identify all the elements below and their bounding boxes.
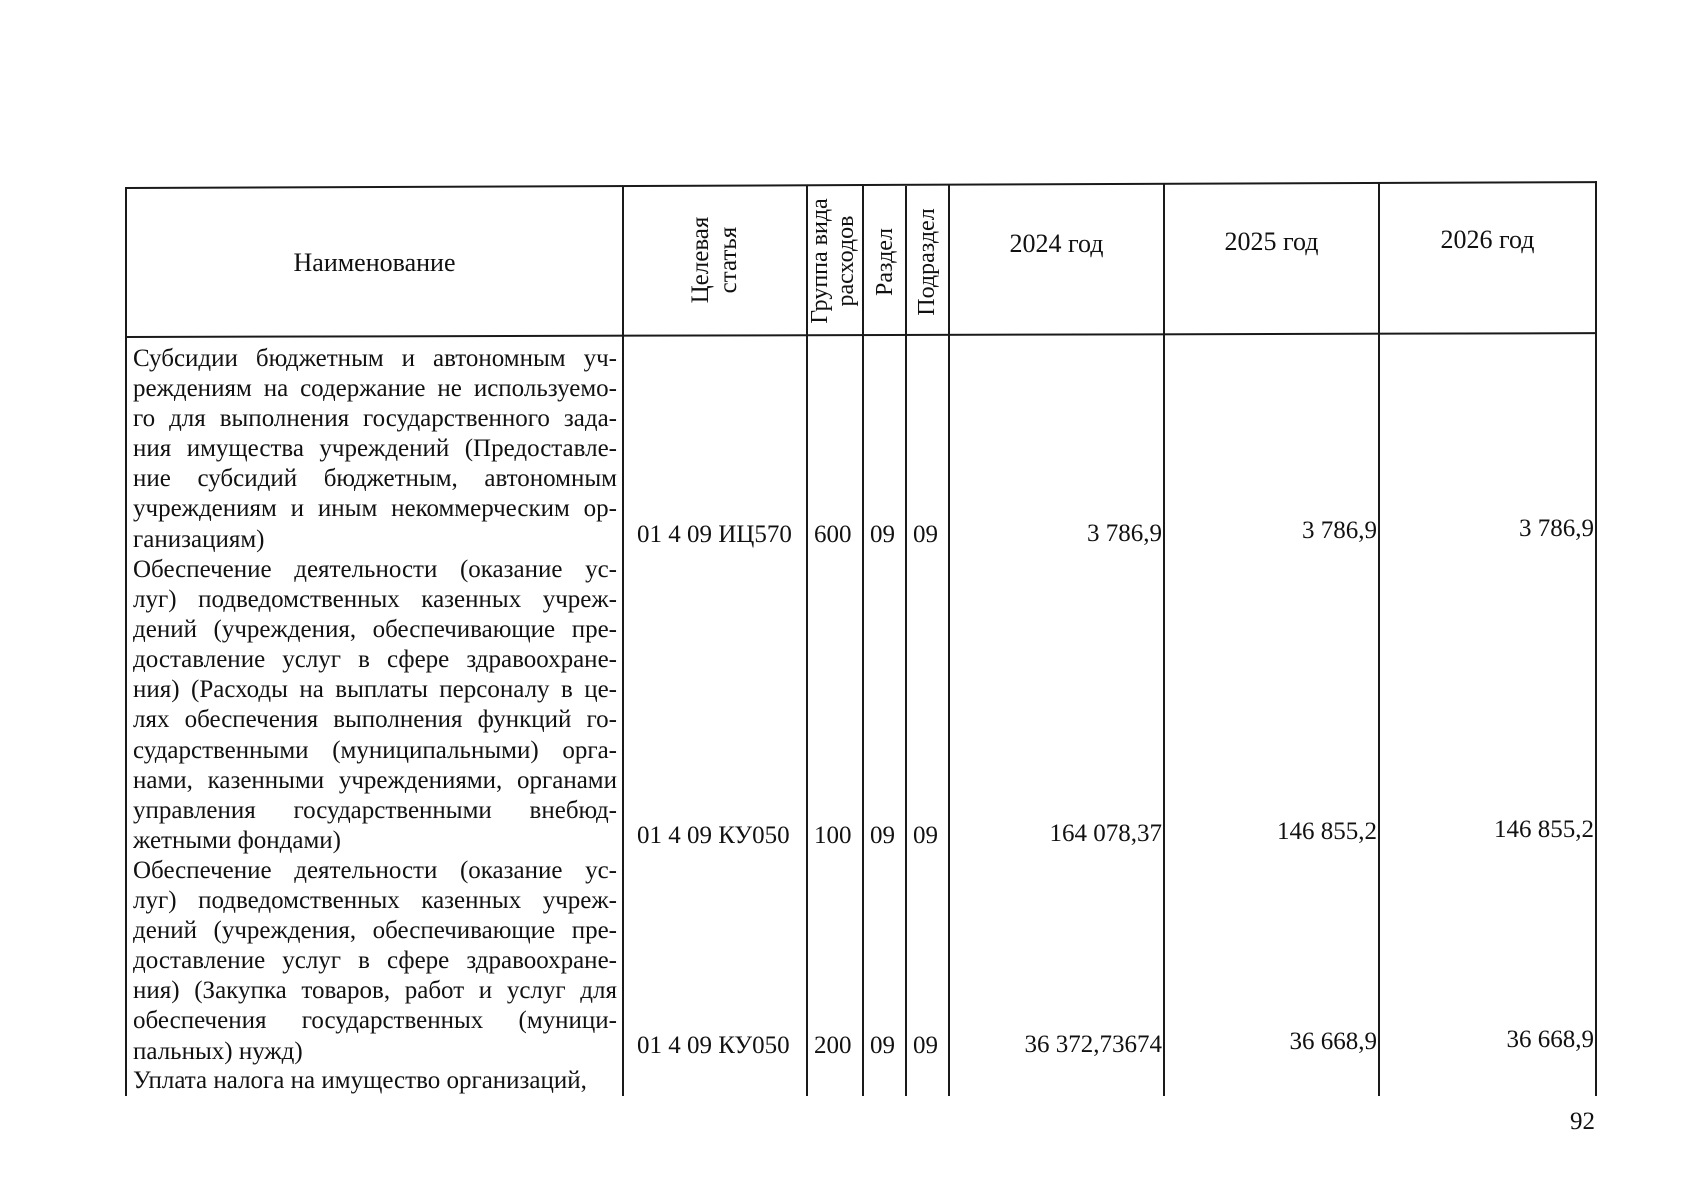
col-divider-2025: [1163, 184, 1165, 1096]
row-3-2024: 36 372,73674: [1024, 1031, 1162, 1058]
row-2-article: 01 4 09 КУ050: [637, 822, 790, 849]
row-3-group: 200: [814, 1032, 852, 1059]
row-2-2025: 146 855,2: [1277, 818, 1377, 845]
col-divider-article: [622, 186, 624, 1096]
header-subsection: Подраздел: [914, 208, 940, 316]
header-2025: 2025 год: [1224, 227, 1319, 256]
row-3-section: 09: [870, 1032, 895, 1059]
row-1-subsection: 09: [913, 521, 938, 548]
row-2-name: Обеспечение деятельности (оказание ус- луг) подведомственных казенных учреж- дений (учреждения, обеспечивающие пре- доставление услуг в сфере здравоохране- ния) (Расходы на выплаты персоналу в це- лях обеспечения выполнения функций го- сударственными (муниципальными) орга- нами, казенными учреждениями, органами управления государственными внебюд- жетными фондами): [133, 556, 617, 854]
header-expense-group-line2: расходов: [833, 215, 859, 307]
table-top-border: [125, 181, 1597, 189]
col-divider-section: [862, 186, 864, 1096]
header-target-article: [687, 190, 743, 330]
header-name: Наименование: [293, 248, 456, 277]
col-divider-2026: [1378, 183, 1380, 1096]
row-1-2026: 3 786,9: [1519, 515, 1594, 542]
header-expense-group: [807, 191, 861, 331]
row-1-name: Субсидии бюджетным и автономным уч- реждениям на содержание не используемо- го для выполнения государственного зада- ния имущества учреждений (Предоставле- ние субсидий бюджетным, автономным учреждениям и иным некоммерческим ор- ганизациям): [133, 345, 617, 553]
row-1-section: 09: [870, 521, 895, 548]
row-1-group: 600: [814, 521, 852, 548]
row-1-2025: 3 786,9: [1302, 517, 1377, 544]
header-2026: 2026 год: [1440, 225, 1535, 254]
row-3-article: 01 4 09 КУ050: [637, 1032, 790, 1059]
row-2-section: 09: [870, 822, 895, 849]
header-section: Раздел: [872, 228, 898, 296]
row-2-2024: 164 078,37: [1049, 820, 1162, 847]
header-expense-group-line1: Группа вида: [807, 198, 833, 324]
row-2-group: 100: [814, 822, 852, 849]
row-1-2024: 3 786,9: [1087, 520, 1162, 547]
row-2-subsection: 09: [913, 822, 938, 849]
col-divider-2024: [948, 185, 950, 1096]
col-divider-subsection: [905, 186, 907, 1096]
table-left-border: [125, 188, 127, 1096]
header-2024: 2024 год: [1009, 229, 1104, 258]
row-2-2026: 146 855,2: [1494, 816, 1594, 843]
row-1-article: 01 4 09 ИЦ570: [637, 521, 792, 548]
header-target-article-line1: Целевая: [687, 216, 714, 304]
row-3-subsection: 09: [913, 1032, 938, 1059]
page-number: 92: [1570, 1108, 1595, 1135]
row-4-name: Уплата налога на имущество организаций,: [133, 1067, 587, 1094]
row-3-2025: 36 668,9: [1289, 1028, 1377, 1055]
table-right-border: [1595, 181, 1597, 1096]
row-3-name: Обеспечение деятельности (оказание ус- луг) подведомственных казенных учреж- дений (учреждения, обеспечивающие пре- доставление услуг в сфере здравоохране- ния) (Закупка товаров, работ и услуг для обеспечения государственных (муници- пальных) нужд): [133, 857, 617, 1065]
header-target-article-line2: статья: [715, 226, 742, 294]
row-3-2026: 36 668,9: [1506, 1026, 1594, 1053]
